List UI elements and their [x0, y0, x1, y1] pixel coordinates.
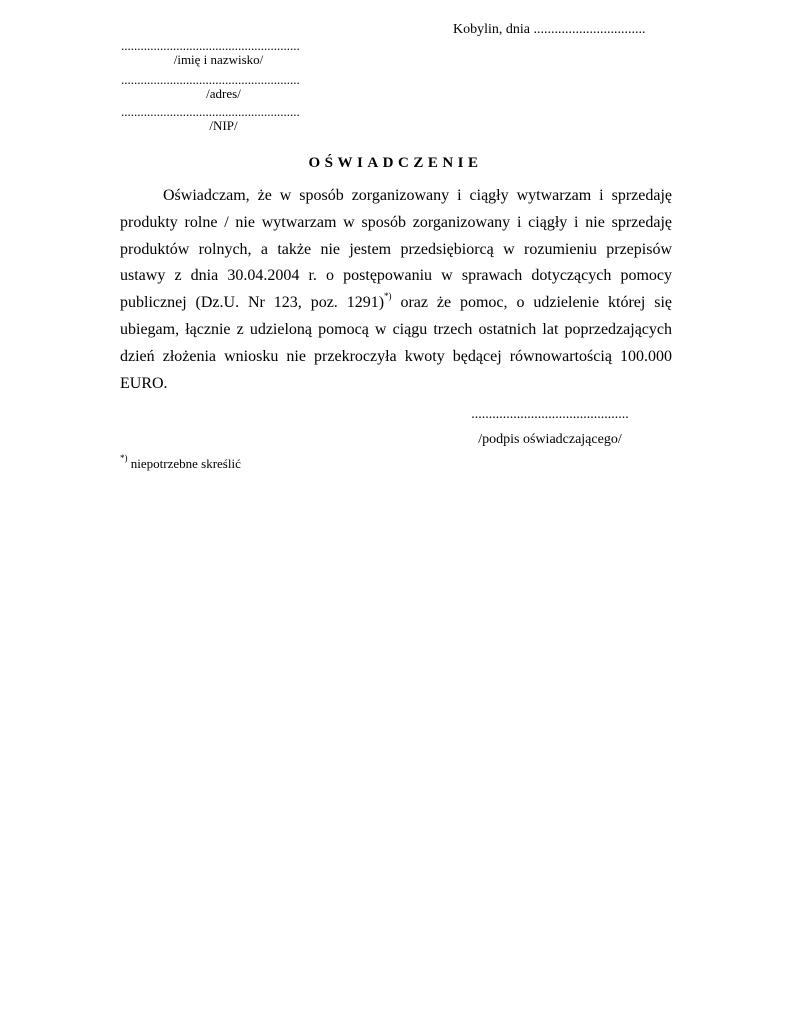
declaration-text-part1: Oświadczam, że w sposób zorganizowany i ciągły wytwarzam i sprzedaję produkty rolne / nie wytwarzam w sposób zorganizowany i ciągły i nie sprzedaję produktów rolnych, a także nie jestem przedsiębiorcą w rozumieniu przepisów ustawy z dnia 30.04.2004 r. o postępowaniu w sprawach dotyczących pomocy publicznej (Dz.U. Nr 123, poz. 1291): [120, 187, 672, 312]
nip-caption: /NIP/: [209, 118, 238, 133]
address-caption: /adres/: [206, 86, 241, 101]
address-dotted-line: .......................................................: [121, 74, 300, 86]
name-field: [121, 40, 326, 68]
document-title: OŚWIADCZENIE: [308, 155, 483, 171]
declaration-paragraph: [120, 183, 672, 397]
name-dotted-line: .......................................................: [121, 40, 300, 52]
footnote-text: niepotrzebne skreślić: [127, 456, 241, 471]
footnote-mark: *): [120, 452, 128, 463]
place-date-line: Kobylin, dnia ................................: [453, 22, 646, 37]
address-field: [121, 74, 326, 102]
signature-block: [440, 408, 660, 449]
nip-dotted-line: .......................................................: [121, 106, 300, 118]
name-caption: /imię i nazwisko/: [173, 52, 264, 67]
footnote: [120, 452, 241, 472]
footnote-reference-mark: *): [384, 290, 392, 301]
signature-dotted-line: .............................................: [471, 408, 629, 422]
nip-field: [121, 106, 326, 134]
signature-caption: /podpis oświadczającego/: [478, 432, 622, 447]
declaration-text-part2: oraz że pomoc, o udzielenie której się ubiegam, łącznie z udzieloną pomocą w ciągu trzech ostatnich lat poprzedzających dzień złożenia wniosku nie przekroczyła kwoty będącej równowartością 100.000 EURO.: [120, 294, 672, 392]
